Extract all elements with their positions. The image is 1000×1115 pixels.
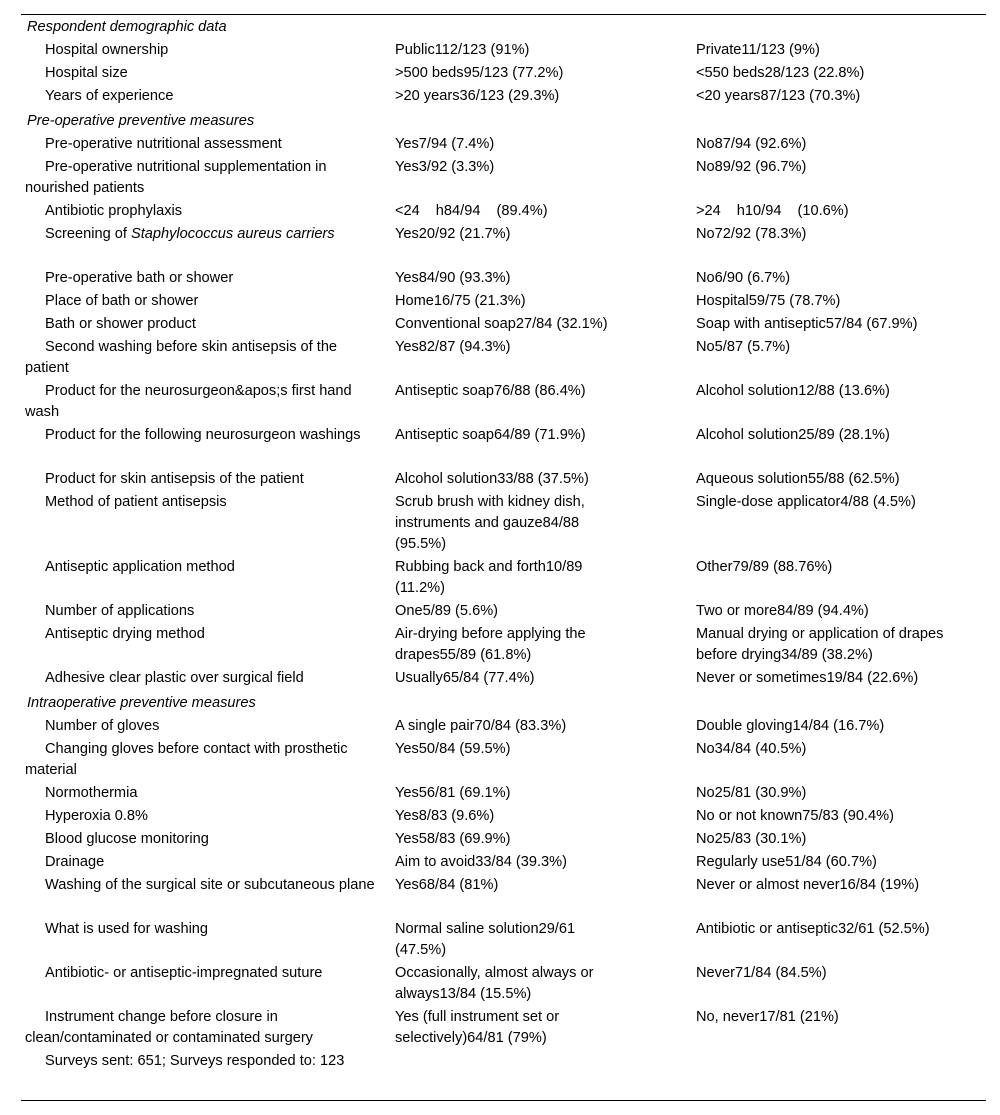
row-value-option-b: Single-dose applicator4/88 (4.5%) [696,494,916,510]
row-label: Product for the following neurosurgeon washings [45,427,361,443]
row-value-option-b: No25/83 (30.1%) [696,831,807,847]
row-label-species: Staphylococcus aureus [131,226,282,242]
row-label: Pre-operative nutritional supplementation in nourished patients [25,159,327,196]
row-value-option-b: Alcohol solution25/89 (28.1%) [696,427,890,443]
row-label: Hyperoxia 0.8% [45,808,149,824]
row-value-option-a: >500 beds95/123 (77.2%) [395,65,564,81]
row-label: Number of applications [45,603,195,619]
row-label: Product for skin antisepsis of the patient [45,471,304,487]
row-value-option-b: No, never17/81 (21%) [696,1009,839,1025]
table-bottom-rule [21,1100,986,1101]
section-heading-intraop: Intraoperative preventive measures [27,695,256,711]
row-label: Place of bath or shower [45,293,199,309]
row-value-option-a: Yes58/83 (69.9%) [395,831,511,847]
row-value-option-a: Yes82/87 (94.3%) [395,339,511,355]
section-heading-preop: Pre-operative preventive measures [27,113,255,129]
row-value-option-a: One5/89 (5.6%) [395,603,499,619]
row-label: Product for the neurosurgeon&apos;s first hand wash [25,383,352,420]
row-value-option-b: Antibiotic or antiseptic32/61 (52.5%) [696,921,930,937]
row-label: Antiseptic drying method [45,626,205,642]
section-heading-demographic: Respondent demographic data [27,19,227,35]
row-label: Hospital ownership [45,42,169,58]
row-value-option-a: Yes8/83 (9.6%) [395,808,495,824]
row-value-option-b: >24 h10/94 (10.6%) [696,203,849,219]
row-value-option-a: Alcohol solution33/88 (37.5%) [395,471,589,487]
row-value-option-a: Antiseptic soap76/88 (86.4%) [395,383,586,399]
row-value-option-b: No5/87 (5.7%) [696,339,791,355]
row-value-option-b: Double gloving14/84 (16.7%) [696,718,885,734]
row-value-option-a: Yes56/81 (69.1%) [395,785,511,801]
row-label: Number of gloves [45,718,160,734]
row-value-option-a: Antiseptic soap64/89 (71.9%) [395,427,586,443]
row-value-option-a: <24 h84/94 (89.4%) [395,203,548,219]
row-value-option-b: Never or almost never16/84 (19%) [696,877,920,893]
row-label: Pre-operative nutritional assessment [45,136,282,152]
row-label: Hospital size [45,65,128,81]
row-value-option-a: Home16/75 (21.3%) [395,293,526,309]
row-label: Normothermia [45,785,138,801]
row-value-option-b: Never or sometimes19/84 (22.6%) [696,670,919,686]
row-value-option-b: Hospital59/75 (78.7%) [696,293,841,309]
table-top-rule [21,14,986,15]
row-value-option-b: Aqueous solution55/88 (62.5%) [696,471,900,487]
row-label: What is used for washing [45,921,209,937]
row-label-text-carriers: carriers [281,226,335,242]
row-value-option-b: No25/81 (30.9%) [696,785,807,801]
row-label: Bath or shower product [45,316,196,332]
row-label: Instrument change before closure in clean/contaminated or contaminated surgery [25,1009,313,1046]
row-label-text: Screening of [45,226,131,242]
row-value-option-b: Soap with antiseptic57/84 (67.9%) [696,316,918,332]
row-value-option-a: Public112/123 (91%) [395,42,530,58]
row-value-option-a: Aim to avoid33/84 (39.3%) [395,854,567,870]
row-value-option-b: Regularly use51/84 (60.7%) [696,854,877,870]
table-footnote: Surveys sent: 651; Surveys responded to: 123 [45,1053,345,1069]
row-label: Second washing before skin antisepsis of the patient [25,339,338,376]
row-value-option-a: Occasionally, almost always or always13/84 (15.5%) [395,965,594,1002]
row-label [25,224,375,245]
row-value-option-a: Yes84/90 (93.3%) [395,270,511,286]
row-value-option-b: Two or more84/89 (94.4%) [696,603,869,619]
row-label: Pre-operative bath or shower [45,270,234,286]
row-value-option-b: No87/94 (92.6%) [696,136,807,152]
row-value-option-a: Yes50/84 (59.5%) [395,741,511,757]
row-value-option-b: Private11/123 (9%) [696,42,820,58]
row-value-option-b: No34/84 (40.5%) [696,741,807,757]
row-label: Washing of the surgical site or subcutaneous plane [45,877,375,893]
row-value-option-b: No72/92 (78.3%) [696,226,807,242]
row-value-option-b: Manual drying or application of drapes before drying34/89 (38.2%) [696,626,944,663]
row-value-option-b: Other79/89 (88.76%) [696,559,833,575]
row-value-option-a: A single pair70/84 (83.3%) [395,718,567,734]
row-label: Drainage [45,854,105,870]
row-value-option-a: Scrub brush with kidney dish, instruments and gauze84/88 (95.5%) [395,494,585,552]
row-label: Antibiotic prophylaxis [45,203,183,219]
row-value-option-b: No89/92 (96.7%) [696,159,807,175]
row-label: Adhesive clear plastic over surgical field [45,670,304,686]
row-value-option-a: Air-drying before applying the drapes55/89 (61.8%) [395,626,586,663]
row-value-option-a: >20 years36/123 (29.3%) [395,88,560,104]
row-label: Years of experience [45,88,174,104]
row-value-option-a: Yes3/92 (3.3%) [395,159,495,175]
row-value-option-a: Yes7/94 (7.4%) [395,136,495,152]
row-value-option-b: Alcohol solution12/88 (13.6%) [696,383,890,399]
row-label: Method of patient antisepsis [45,494,227,510]
row-value-option-a: Yes20/92 (21.7%) [395,226,511,242]
row-label: Antiseptic application method [45,559,235,575]
row-value-option-b: <20 years87/123 (70.3%) [696,88,861,104]
row-value-option-b: <550 beds28/123 (22.8%) [696,65,865,81]
row-label: Blood glucose monitoring [45,831,209,847]
row-value-option-a: Usually65/84 (77.4%) [395,670,535,686]
row-value-option-a: Rubbing back and forth10/89 (11.2%) [395,559,583,596]
row-value-option-a: Yes (full instrument set or selectively)64/81 (79%) [395,1009,560,1046]
row-value-option-b: No6/90 (6.7%) [696,270,791,286]
row-value-option-a: Yes68/84 (81%) [395,877,499,893]
row-label: Antibiotic- or antiseptic-impregnated suture [45,965,323,981]
row-value-option-b: No or not known75/83 (90.4%) [696,808,894,824]
row-value-option-a: Conventional soap27/84 (32.1%) [395,316,608,332]
row-value-option-b: Never71/84 (84.5%) [696,965,827,981]
row-label: Changing gloves before contact with prosthetic material [25,741,348,778]
row-value-option-a: Normal saline solution29/61 (47.5%) [395,921,576,958]
